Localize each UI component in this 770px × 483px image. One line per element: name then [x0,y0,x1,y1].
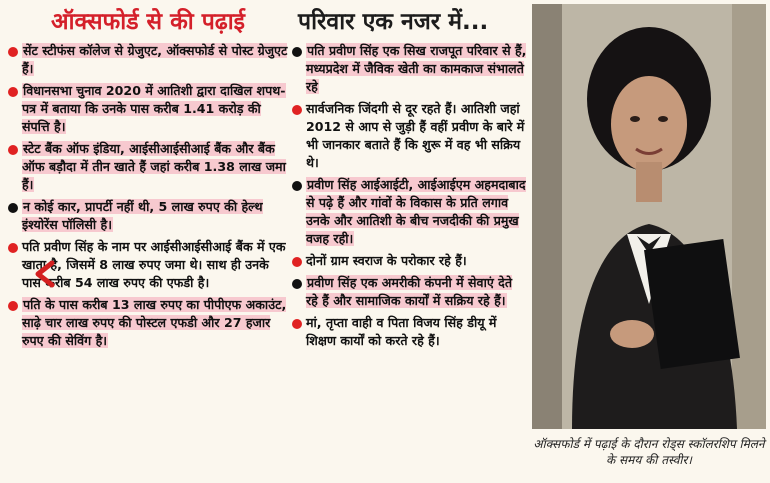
list-item [292,314,528,350]
assets-column [8,0,288,354]
bullet-icon [8,243,18,253]
list-item-text: पति प्रवीण सिंह एक सिख राजपूत परिवार से हैं, मध्यप्रदेश में जैविक खेती का कामकाज संभालते रहे [306,43,527,94]
list-item [8,42,288,78]
list-item [292,176,528,248]
family-list [292,42,528,350]
list-item-text: पति प्रवीण सिंह के नाम पर आईसीआईसीआई बैंक में एक खाता है, जिसमें 8 लाख रुपए जमा थे। साथ ही उनके पास करीब 54 लाख रुपए की एफडी है। [22,239,286,290]
chevron-left-icon[interactable] [32,260,60,288]
list-item-text: प्रवीण सिंह एक अमरीकी कंपनी में सेवाएं देते रहे हैं और सामाजिक कार्यों में सक्रिय रहे हैं। [306,275,513,308]
list-item-text: प्रवीण सिंह आईआईटी, आईआईएम अहमदाबाद से पढ़े हैं और गांवों के विकास के प्रति लगाव उनके और आतिशी के बीच नजदीकी की प्रमुख वजह रही। [306,177,526,246]
portrait-photo [532,4,766,429]
list-item [292,252,528,270]
bullet-icon [292,47,302,57]
list-item [8,140,288,194]
family-column [292,0,528,354]
bullet-icon [8,145,18,155]
portrait-illustration [532,4,766,429]
list-item-text: स्टेट बैंक ऑफ इंडिया, आईसीआईसीआई बैंक और बैंक ऑफ बड़ौदा में तीन खाते हैं जहां करीब 1.38 लाख जमा हैं। [22,141,286,192]
list-item-text: मां, तृप्ता वाही व पिता विजय सिंह डीयू में शिक्षण कार्यों को करते रहे हैं। [306,315,497,348]
list-item [292,42,528,96]
list-item-text: दोनों ग्राम स्वराज के परोकार रहे हैं। [306,253,467,268]
bullet-icon [8,87,18,97]
bullet-icon [292,181,302,191]
list-item [292,274,528,310]
assets-list [8,42,288,350]
list-item [8,198,288,234]
assets-heading: ऑक्सफोर्ड से की पढ़ाई [51,9,245,35]
list-item [8,296,288,350]
bullet-icon [292,257,302,267]
list-item-text: पति के पास करीब 13 लाख रुपए का पीपीएफ अकाउंट, साढ़े चार लाख रुपए की पोस्टल एफडी और 27 हजार रुपए की सेविंग है। [22,297,287,348]
list-item [8,82,288,136]
bullet-icon [292,279,302,289]
list-item-text: सार्वजनिक जिंदगी से दूर रहते हैं। आतिशी जहां 2012 से आप से जुड़ी हैं वहीं प्रवीण के बारे में भी जानकार बताते हैं कि शुरू में वह भी सक्रिय थे। [306,101,525,170]
list-item-text: न कोई कार, प्रापर्टी नहीं थी, 5 लाख रुपए की हेल्थ इंश्योरेंस पॉलिसी है। [22,199,263,232]
list-item-text: सेंट स्टीफंस कॉलेज से ग्रेजुएट, ऑक्सफोर्ड से पोस्ट ग्रेजुएट हैं। [22,43,288,76]
bullet-icon [292,105,302,115]
bullet-icon [292,319,302,329]
bullet-icon [8,301,18,311]
bullet-icon [8,47,18,57]
family-heading: परिवार एक नजर में... [298,9,489,35]
photo-caption: ऑक्सफोर्ड में पढ़ाई के दौरान रोड्स स्कॉलरशिप मिलने के समय की तस्वीर। [533,437,765,467]
bullet-icon [8,203,18,213]
list-item-text: विधानसभा चुनाव 2020 में आतिशी द्वारा दाखिल शपथ-पत्र में बताया कि उनके पास करीब 1.41 करोड़ की संपत्ति है। [22,83,286,134]
list-item [292,100,528,172]
